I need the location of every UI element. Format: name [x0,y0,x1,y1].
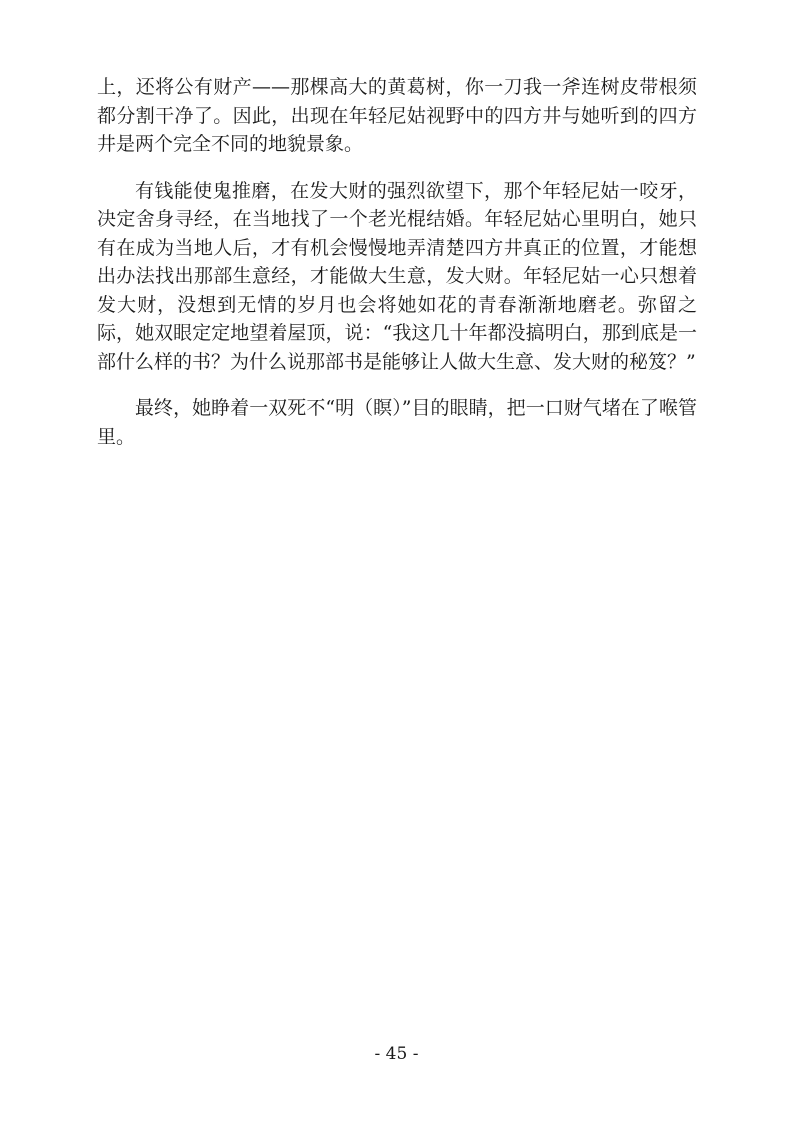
body-text [97,73,697,469]
paragraph-1: 上，还将公有财产——那棵高大的黄葛树，你一刀我一斧连树皮带根须都分割干净了。因此，出现在年轻尼姑视野中的四方井与她听到的四方井是两个完全不同的地貌景象。 [97,76,697,155]
paragraph-2: 有钱能使鬼推磨，在发大财的强烈欲望下，那个年轻尼姑一咬牙，决定舍身寻经，在当地找了一个老光棍结婚。年轻尼姑心里明白，她只有在成为当地人后，才有机会慢慢地弄清楚四方井真正的位置，才能想出办法找出那部生意经，才能做大生意，发大财。年轻尼姑一心只想着发大财，没想到无情的岁月也会将她如花的青春渐渐地磨老。弥留之际，她双眼定定地望着屋顶，说：“我这几十年都没搞明白，那到底是一部什么样的书？为什么说那部书是能够让人做大生意、发大财的秘笈？” [97,179,697,373]
page-number: - 45 - [374,1044,419,1064]
paragraph-3: 最终，她睁着一双死不“明（瞑）”目的眼睛，把一口财气堵在了喉管里。 [97,397,697,448]
